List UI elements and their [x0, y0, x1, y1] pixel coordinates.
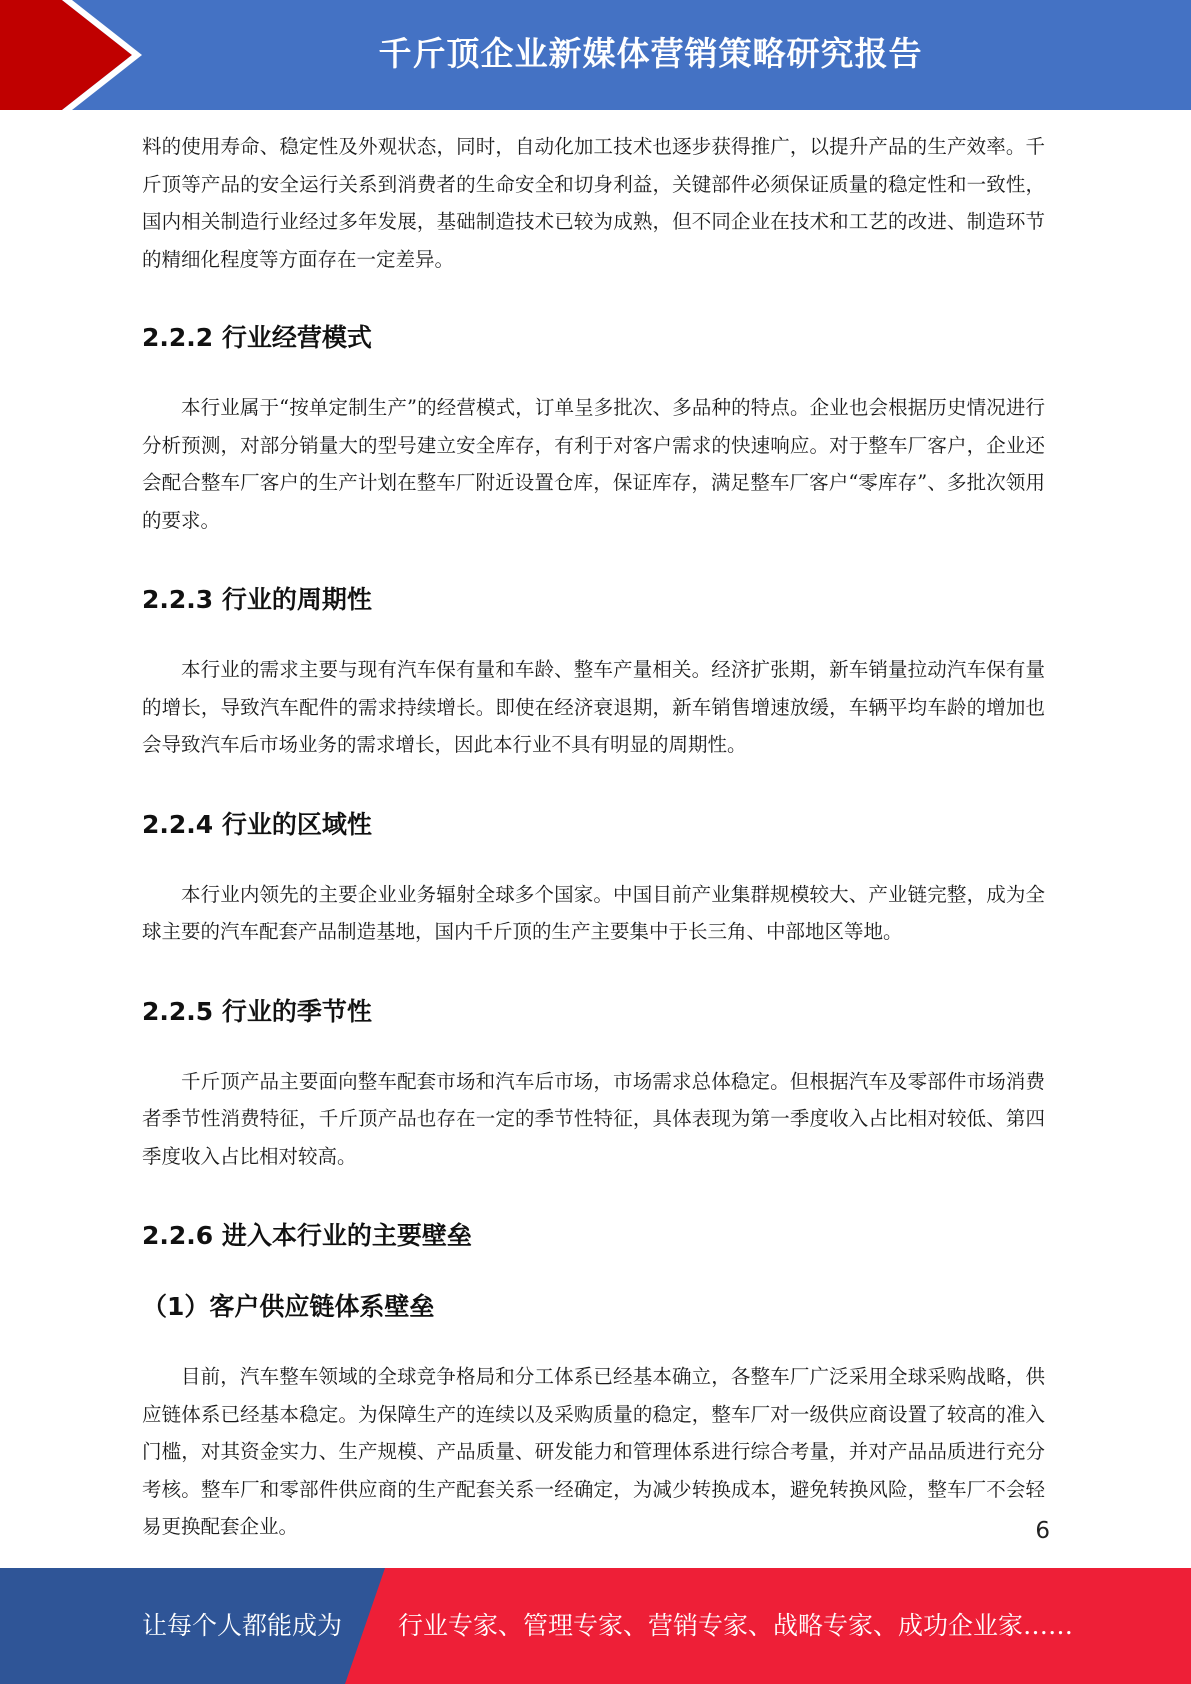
section-body-2-2-2: 本行业属于“按单定制生产”的经营模式，订单呈多批次、多品种的特点。企业也会根据历史情况进行分析预测，对部分销量大的型号建立安全库存，有利于对客户需求的快速响应。对于整车厂客户，企业还会配合整车厂客户的生产计划在整车厂附近设置仓库，保证库存，满足整车厂客户“零库存”、多批次领用的要求。	[142, 396, 1045, 532]
section-body-2-2-3: 本行业的需求主要与现有汽车保有量和车龄、整车产量相关。经济扩张期，新车销量拉动汽车保有量的增长，导致汽车配件的需求持续增长。即使在经济衰退期，新车销售增速放缓，车辆平均车龄的增加也会导致汽车后市场业务的需求增长，因此本行业不具有明显的周期性。	[142, 658, 1045, 756]
section-body-2-2-4: 本行业内领先的主要企业业务辐射全球多个国家。中国目前产业集群规模较大、产业链完整，成为全球主要的汽车配套产品制造基地，国内千斤顶的生产主要集中于长三角、中部地区等地。	[142, 882, 1045, 943]
page-footer	[0, 1568, 1191, 1684]
intro-paragraph: 料的使用寿命、稳定性及外观状态，同时，自动化加工技术也逐步获得推广，以提升产品的生产效率。千斤顶等产品的安全运行关系到消费者的生命安全和切身利益，关键部件必须保证质量的稳定性和一致性，国内相关制造行业经过多年发展，基础制造技术已较为成熟，但不同企业在技术和工艺的改进、制造环节的精细化程度等方面存在一定差异。	[142, 135, 1045, 271]
section-heading-2-2-6: 2.2.6 进入本行业的主要壁垒	[142, 1221, 472, 1250]
footer-slogan-left: 让每个人都能成为	[142, 1611, 343, 1640]
section-heading-2-2-3: 2.2.3 行业的周期性	[142, 585, 372, 614]
page-header	[0, 0, 1191, 110]
header-chevron-decoration	[0, 0, 160, 110]
footer-slogan-right: 行业专家、管理专家、营销专家、战略专家、成功企业家……	[398, 1611, 1074, 1640]
page-number: 6	[1035, 1518, 1050, 1544]
subsection-heading-customer-supply-chain: （1）客户供应链体系壁垒	[142, 1292, 435, 1321]
section-body-2-2-5: 千斤顶产品主要面向整车配套市场和汽车后市场，市场需求总体稳定。但根据汽车及零部件市场消费者季节性消费特征，千斤顶产品也存在一定的季节性特征，具体表现为第一季度收入占比相对较低、第四季度收入占比相对较高。	[142, 1069, 1045, 1168]
section-heading-2-2-5: 2.2.5 行业的季节性	[142, 996, 372, 1026]
section-heading-2-2-2: 2.2.2 行业经营模式	[142, 323, 372, 352]
subsection-body-customer-supply-chain: 目前，汽车整车领域的全球竞争格局和分工体系已经基本确立，各整车厂广泛采用全球采购战略，供应链体系已经基本稳定。为保障生产的连续以及采购质量的稳定，整车厂对一级供应商设置了较高的准入门槛，对其资金实力、生产规模、产品质量、研发能力和管理体系进行综合考量，并对产品品质进行充分考核。整车厂和零部件供应商的生产配套关系一经确定，为减少转换成本，避免转换风险，整车厂不会轻易更换配套企业。	[142, 1365, 1045, 1538]
section-heading-2-2-4: 2.2.4 行业的区域性	[142, 809, 372, 839]
document-body	[142, 128, 1045, 1546]
report-title: 千斤顶企业新媒体营销策略研究报告	[378, 34, 923, 73]
